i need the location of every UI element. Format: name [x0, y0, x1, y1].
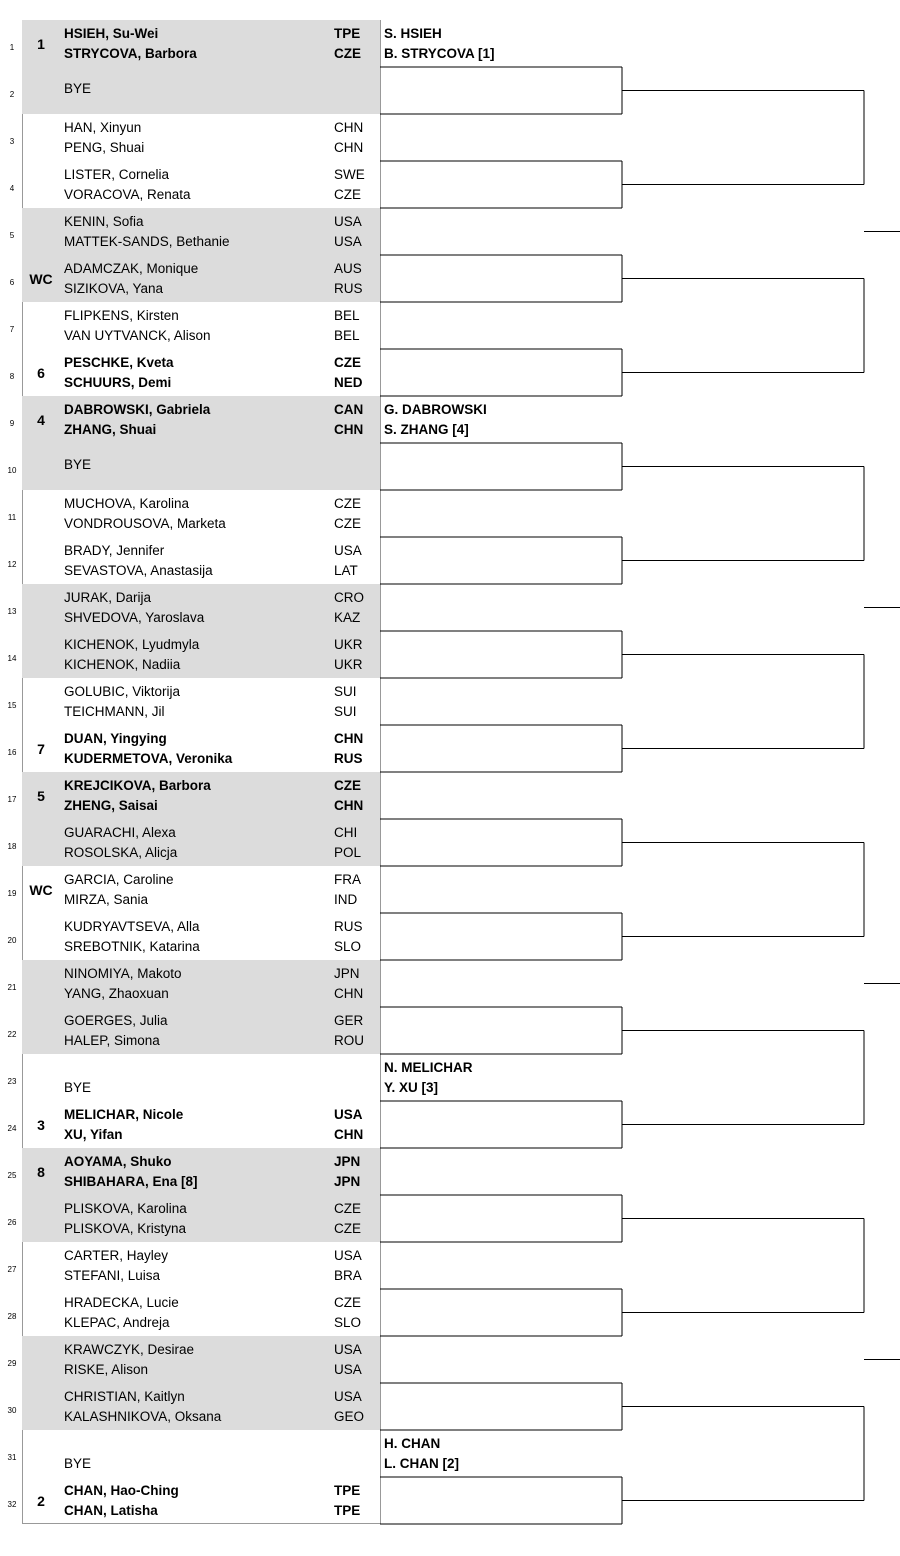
draw-position-number: 6 [9, 278, 15, 287]
country-code: JPN [334, 1154, 361, 1169]
seed-label: 8 [37, 1164, 45, 1180]
country-code: UKR [334, 657, 363, 672]
country-code: TPE [334, 1503, 361, 1518]
player-name: MIRZA, Sania [64, 892, 149, 907]
draw-position-number: 12 [7, 560, 17, 569]
player-name: XU, Yifan [64, 1127, 123, 1142]
draw-row [0, 1148, 380, 1195]
player-name: KALASHNIKOVA, Oksana [64, 1409, 222, 1424]
advancing-player: N. MELICHAR [384, 1060, 473, 1075]
player-name: JURAK, Darija [64, 590, 152, 605]
bye-label: BYE [64, 1080, 92, 1095]
player-name: ZHENG, Saisai [64, 798, 158, 813]
player-name: RISKE, Alison [64, 1362, 149, 1377]
country-code: CZE [334, 1201, 361, 1216]
player-name: KLEPAC, Andreja [64, 1315, 170, 1330]
draw-row [0, 302, 380, 349]
player-name: CARTER, Hayley [64, 1248, 169, 1263]
draw-row [0, 1195, 380, 1242]
draw-position-number: 10 [7, 466, 17, 475]
player-name: VORACOVA, Renata [64, 187, 191, 202]
seed-label: 4 [37, 412, 45, 428]
player-name: PESCHKE, Kveta [64, 355, 174, 370]
seed-label: 2 [37, 1493, 45, 1509]
country-code: SUI [334, 704, 357, 719]
draw-position-number: 20 [7, 936, 17, 945]
player-name: KICHENOK, Lyudmyla [64, 637, 200, 652]
player-name: PENG, Shuai [64, 140, 145, 155]
player-name: VONDROUSOVA, Marketa [64, 516, 226, 531]
country-code: CZE [334, 778, 361, 793]
draw-position-number: 9 [9, 419, 15, 428]
country-code: USA [334, 543, 362, 558]
player-name: KREJCIKOVA, Barbora [64, 778, 211, 793]
draw-position-number: 26 [7, 1218, 17, 1227]
country-code: JPN [334, 966, 360, 981]
player-name: STEFANI, Luisa [64, 1268, 161, 1283]
seed-label: 3 [37, 1117, 45, 1133]
player-name: HALEP, Simona [64, 1033, 160, 1048]
player-name: KRAWCZYK, Desirae [64, 1342, 195, 1357]
country-code: BRA [334, 1268, 362, 1283]
player-name: CHAN, Latisha [64, 1503, 158, 1518]
draw-row [0, 396, 380, 443]
draw-position-number: 13 [7, 607, 17, 616]
draw-position-number: 23 [7, 1077, 17, 1086]
country-code: USA [334, 214, 362, 229]
country-code: CAN [334, 402, 364, 417]
draw-position-number: 15 [7, 701, 17, 710]
draw-position-number: 14 [7, 654, 17, 663]
advancing-player: Y. XU [3] [384, 1080, 439, 1095]
seed-label: WC [29, 271, 53, 287]
country-code: CHN [334, 986, 364, 1001]
draw-row [0, 584, 380, 631]
player-name: HSIEH, Su-Wei [64, 26, 159, 41]
seed-label: 7 [37, 741, 45, 757]
player-name: GOLUBIC, Viktorija [64, 684, 181, 699]
draw-row [0, 1007, 380, 1054]
country-code: CHI [334, 825, 358, 840]
draw-row [0, 443, 380, 490]
player-name: DABROWSKI, Gabriela [64, 402, 211, 417]
country-code: CZE [334, 187, 361, 202]
player-name: SEVASTOVA, Anastasija [64, 563, 213, 578]
advancing-player: S. HSIEH [384, 26, 442, 41]
player-name: SIZIKOVA, Yana [64, 281, 164, 296]
country-code: CZE [334, 516, 361, 531]
country-code: NED [334, 375, 363, 390]
country-code: CHN [334, 1127, 364, 1142]
country-code: CZE [334, 1221, 361, 1236]
country-code: RUS [334, 751, 363, 766]
seed-label: WC [29, 882, 53, 898]
country-code: CHN [334, 422, 364, 437]
draw-position-number: 11 [7, 513, 17, 522]
seed-label: 5 [37, 788, 45, 804]
draw-row [0, 161, 380, 208]
player-name: HRADECKA, Lucie [64, 1295, 179, 1310]
country-code: CHN [334, 140, 364, 155]
player-name: TEICHMANN, Jil [64, 704, 165, 719]
country-code: CZE [334, 355, 361, 370]
country-code: IND [334, 892, 358, 907]
bye-label: BYE [64, 457, 92, 472]
draw-position-number: 3 [9, 137, 15, 146]
country-code: GEO [334, 1409, 365, 1424]
player-name: GARCIA, Caroline [64, 872, 174, 887]
player-name: CHAN, Hao-Ching [64, 1483, 179, 1498]
draw-position-number: 8 [9, 372, 15, 381]
country-code: KAZ [334, 610, 361, 625]
draw-row [0, 866, 380, 913]
draw-row [0, 537, 380, 584]
player-name: MATTEK-SANDS, Bethanie [64, 234, 230, 249]
country-code: GER [334, 1013, 364, 1028]
country-code: RUS [334, 919, 363, 934]
draw-row [0, 1054, 380, 1101]
country-code: USA [334, 1342, 362, 1357]
country-code: USA [334, 1248, 362, 1263]
player-name: BRADY, Jennifer [64, 543, 165, 558]
player-name: AOYAMA, Shuko [64, 1154, 172, 1169]
country-code: CHN [334, 798, 364, 813]
draw-position-number: 22 [7, 1030, 17, 1039]
country-code: USA [334, 1362, 362, 1377]
country-code: CHN [334, 731, 364, 746]
country-code: FRA [334, 872, 361, 887]
player-name: HAN, Xinyun [64, 120, 142, 135]
draw-position-number: 32 [7, 1500, 17, 1509]
draw-position-number: 4 [9, 184, 15, 193]
country-code: JPN [334, 1174, 361, 1189]
draw-row [0, 1289, 380, 1336]
player-name: MUCHOVA, Karolina [64, 496, 190, 511]
advancing-player: B. STRYCOVA [1] [384, 46, 495, 61]
player-name: VAN UYTVANCK, Alison [64, 328, 211, 343]
player-name: PLISKOVA, Kristyna [64, 1221, 187, 1236]
bye-label: BYE [64, 81, 92, 96]
draw-position-number: 17 [7, 795, 17, 804]
country-code: CZE [334, 1295, 361, 1310]
player-name: SREBOTNIK, Katarina [64, 939, 200, 954]
draw-row [0, 349, 380, 396]
draw-row [0, 913, 380, 960]
draw-position-number: 21 [7, 983, 17, 992]
country-code: USA [334, 1107, 363, 1122]
draw-row [0, 631, 380, 678]
draw-position-number: 7 [9, 325, 15, 334]
draw-position-number: 29 [7, 1359, 17, 1368]
draw-row [0, 678, 380, 725]
country-code: USA [334, 1389, 362, 1404]
country-code: CZE [334, 496, 361, 511]
seed-label: 1 [37, 36, 45, 52]
country-code: TPE [334, 1483, 361, 1498]
player-name: SCHUURS, Demi [64, 375, 172, 390]
draw-row [0, 1336, 380, 1383]
player-name: SHVEDOVA, Yaroslava [64, 610, 205, 625]
player-name: KUDRYAVTSEVA, Alla [64, 919, 200, 934]
player-name: NINOMIYA, Makoto [64, 966, 182, 981]
player-name: ADAMCZAK, Monique [64, 261, 199, 276]
player-name: FLIPKENS, Kirsten [64, 308, 179, 323]
draw-row [0, 1242, 380, 1289]
draw-row [0, 114, 380, 161]
player-name: KICHENOK, Nadiia [64, 657, 181, 672]
player-name: SHIBAHARA, Ena [8] [64, 1174, 198, 1189]
seed-label: 6 [37, 365, 45, 381]
country-code: CHN [334, 120, 364, 135]
draw-row [0, 1477, 380, 1524]
player-name: LISTER, Cornelia [64, 167, 170, 182]
country-code: BEL [334, 328, 360, 343]
draw-row [0, 208, 380, 255]
country-code: RUS [334, 281, 363, 296]
player-name: MELICHAR, Nicole [64, 1107, 184, 1122]
country-code: UKR [334, 637, 363, 652]
draw-row [0, 1101, 380, 1148]
country-code: TPE [334, 26, 361, 41]
draw-position-number: 28 [7, 1312, 17, 1321]
draw-position-number: 5 [9, 231, 15, 240]
draw-row [0, 1383, 380, 1430]
draw-position-number: 31 [7, 1453, 17, 1462]
country-code: CRO [334, 590, 364, 605]
country-code: CZE [334, 46, 361, 61]
country-code: USA [334, 234, 362, 249]
country-code: ROU [334, 1033, 364, 1048]
draw-position-number: 18 [7, 842, 17, 851]
player-name: STRYCOVA, Barbora [64, 46, 197, 61]
draw-row [0, 20, 380, 67]
player-name: PLISKOVA, Karolina [64, 1201, 187, 1216]
country-code: SLO [334, 939, 362, 954]
draw-row [0, 255, 380, 302]
draw-position-number: 1 [9, 43, 15, 52]
advancing-player: H. CHAN [384, 1436, 441, 1451]
country-code: AUS [334, 261, 362, 276]
country-code: SWE [334, 167, 365, 182]
draw-position-number: 25 [7, 1171, 17, 1180]
advancing-player: L. CHAN [2] [384, 1456, 459, 1471]
player-name: YANG, Zhaoxuan [64, 986, 169, 1001]
country-code: LAT [334, 563, 358, 578]
draw-row [0, 67, 380, 114]
country-code: SLO [334, 1315, 362, 1330]
draw-position-number: 30 [7, 1406, 17, 1415]
player-name: ZHANG, Shuai [64, 422, 157, 437]
player-name: DUAN, Yingying [64, 731, 167, 746]
player-name: CHRISTIAN, Kaitlyn [64, 1389, 185, 1404]
player-name: GOERGES, Julia [64, 1013, 168, 1028]
advancing-player: G. DABROWSKI [384, 402, 487, 417]
country-code: SUI [334, 684, 357, 699]
draw-position-number: 2 [9, 90, 15, 99]
draw-row [0, 819, 380, 866]
country-code: POL [334, 845, 362, 860]
draw-position-number: 19 [7, 889, 17, 898]
draw-position-number: 16 [7, 748, 17, 757]
player-name: ROSOLSKA, Alicja [64, 845, 178, 860]
player-name: KUDERMETOVA, Veronika [64, 751, 233, 766]
player-name: GUARACHI, Alexa [64, 825, 176, 840]
draw-position-number: 27 [7, 1265, 17, 1274]
bye-label: BYE [64, 1456, 92, 1471]
player-name: KENIN, Sofia [64, 214, 144, 229]
draw-row [0, 960, 380, 1007]
draw-row [0, 725, 380, 772]
draw-position-number: 24 [7, 1124, 17, 1133]
country-code: BEL [334, 308, 360, 323]
advancing-player: S. ZHANG [4] [384, 422, 469, 437]
draw-row [0, 1430, 380, 1477]
draw-row [0, 772, 380, 819]
draw-row [0, 490, 380, 537]
